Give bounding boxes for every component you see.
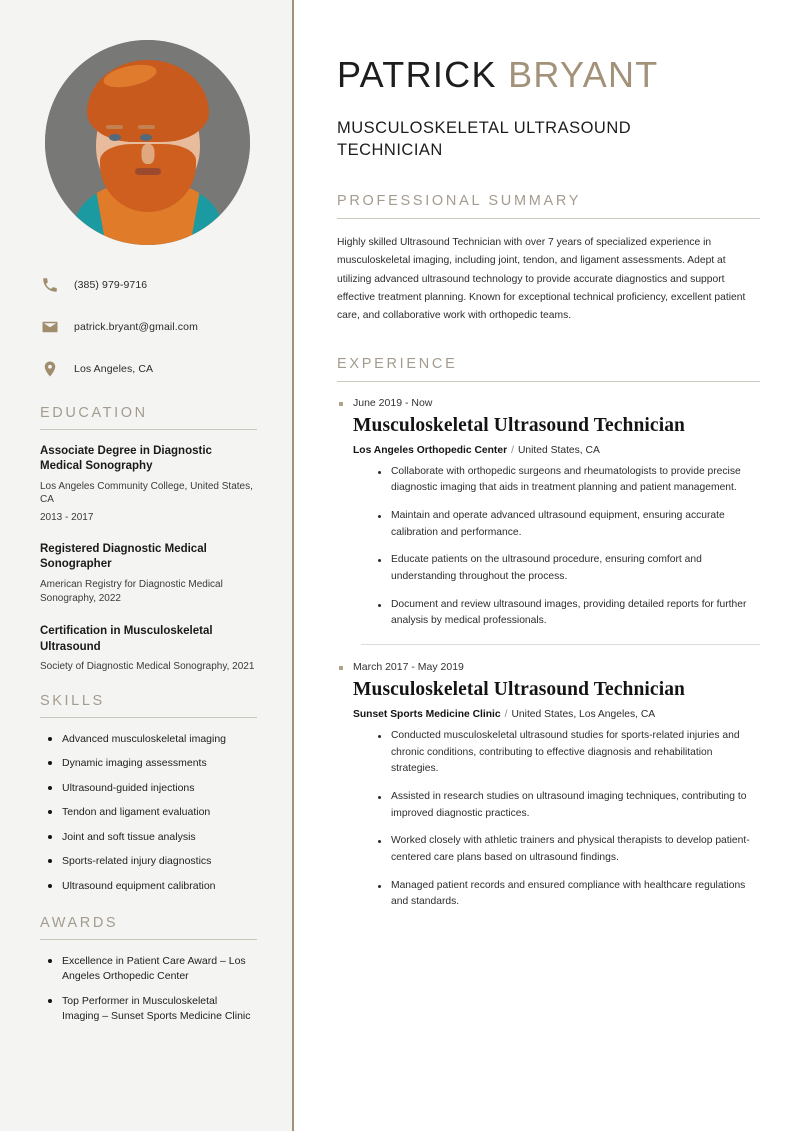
experience-title: Musculoskeletal Ultrasound Technician bbox=[353, 414, 686, 436]
education-item bbox=[40, 542, 257, 605]
list-item: Assisted in research studies on ultrasound imaging techniques, contributing to improved diagnostic practices. bbox=[377, 789, 760, 822]
location-value: Los Angeles, CA bbox=[74, 363, 154, 375]
avatar-eye-right bbox=[140, 134, 152, 141]
list-item: Dynamic imaging assessments bbox=[40, 756, 257, 770]
phone-icon bbox=[40, 275, 60, 295]
education-item bbox=[40, 444, 257, 523]
education-org: American Registry for Diagnostic Medical Sonography, 2022 bbox=[40, 578, 223, 604]
experience-entry bbox=[337, 397, 760, 630]
summary-heading: PROFESSIONAL SUMMARY bbox=[337, 193, 582, 210]
awards-list bbox=[40, 954, 257, 1023]
list-item: Collaborate with orthopedic surgeons and rheumatologists to provide precise diagnostic imaging that aids in treatment planning and patient management. bbox=[377, 464, 760, 497]
avatar-mouth bbox=[135, 168, 161, 175]
list-item: Document and review ultrasound images, providing detailed reports for further analysis by medical professionals. bbox=[377, 597, 760, 630]
column-divider bbox=[292, 0, 294, 1131]
section-awards bbox=[40, 915, 257, 1023]
page-title bbox=[337, 56, 760, 95]
section-education bbox=[40, 405, 257, 674]
first-name: PATRICK bbox=[337, 54, 497, 95]
list-item: Top Performer in Musculoskeletal Imaging – Sunset Sports Medicine Clinic bbox=[40, 994, 257, 1023]
avatar-nose bbox=[141, 144, 154, 164]
skills-list bbox=[40, 732, 257, 893]
list-item: Conducted musculoskeletal ultrasound studies for sports-related injuries and chronic conditions, contributing to effective diagnosis and rehabilitation strategies. bbox=[377, 728, 760, 778]
list-item: Sports-related injury diagnostics bbox=[40, 854, 257, 868]
skills-rule bbox=[40, 717, 257, 718]
section-professional-summary bbox=[337, 193, 760, 326]
summary-rule bbox=[337, 218, 760, 219]
education-title: Certification in Musculoskeletal Ultrasound bbox=[40, 625, 213, 653]
list-item: Maintain and operate advanced ultrasound equipment, ensuring accurate calibration and performance. bbox=[377, 508, 760, 541]
experience-company: Sunset Sports Medicine Clinic bbox=[353, 709, 501, 721]
experience-location: United States, CA bbox=[517, 444, 600, 456]
summary-text: Highly skilled Ultrasound Technician with over 7 years of specialized experience in musculoskeletal imaging, including joint, tendon, and ligament assessments. Adept at utilizing advanced ultrasound technology to provide accurate diagnostics and support effective treatment planning. Known for exceptional technical proficiency, excellent patient care, and collaborative work with orthopedic teams. bbox=[337, 237, 746, 322]
experience-heading: EXPERIENCE bbox=[337, 355, 458, 372]
education-item bbox=[40, 624, 257, 673]
experience-separator: / bbox=[504, 709, 508, 721]
list-item: Joint and soft tissue analysis bbox=[40, 830, 257, 844]
list-item: Advanced musculoskeletal imaging bbox=[40, 732, 257, 746]
list-item: Excellence in Patient Care Award – Los Angeles Orthopedic Center bbox=[40, 954, 257, 983]
phone-value: (385) 979-9716 bbox=[74, 279, 148, 291]
awards-rule bbox=[40, 939, 257, 940]
experience-date: June 2019 - Now bbox=[337, 397, 760, 409]
experience-separator: / bbox=[511, 444, 514, 456]
experience-company-line bbox=[353, 709, 760, 720]
experience-company-line bbox=[353, 445, 760, 456]
contact-location[interactable] bbox=[40, 359, 257, 379]
education-date: 2013 - 2017 bbox=[40, 512, 94, 524]
experience-entry bbox=[337, 661, 760, 911]
avatar-eyebrow-left bbox=[106, 125, 123, 129]
education-title: Registered Diagnostic Medical Sonographer bbox=[40, 543, 207, 571]
list-item: Worked closely with athletic trainers and physical therapists to develop patient-centered care plans based on ultrasound findings. bbox=[377, 833, 760, 866]
list-item: Ultrasound-guided injections bbox=[40, 781, 257, 795]
skills-heading: SKILLS bbox=[40, 692, 105, 709]
job-role-subtitle: MUSCULOSKELETAL ULTRASOUND TECHNICIAN bbox=[337, 118, 632, 159]
avatar-eyebrow-right bbox=[138, 125, 155, 129]
list-item: Managed patient records and ensured compliance with healthcare regulations and standards. bbox=[377, 878, 760, 911]
last-name: BRYANT bbox=[508, 54, 659, 95]
avatar bbox=[45, 40, 250, 245]
location-pin-icon bbox=[40, 359, 60, 379]
education-org: Los Angeles Community College, United States, CA bbox=[40, 480, 253, 506]
education-heading: EDUCATION bbox=[40, 405, 148, 421]
list-item: Tendon and ligament evaluation bbox=[40, 805, 257, 819]
section-experience bbox=[337, 356, 760, 911]
avatar-eye-left bbox=[109, 134, 121, 141]
experience-rule bbox=[337, 381, 760, 382]
awards-heading: AWARDS bbox=[40, 915, 119, 932]
experience-bullets bbox=[377, 728, 760, 911]
contact-phone[interactable] bbox=[40, 275, 257, 295]
section-skills bbox=[40, 693, 257, 893]
experience-divider bbox=[361, 644, 760, 645]
contact-list bbox=[40, 275, 257, 379]
sidebar bbox=[0, 0, 293, 1131]
email-value: patrick.bryant@gmail.com bbox=[74, 321, 198, 333]
experience-bullets bbox=[377, 464, 760, 630]
envelope-icon bbox=[40, 317, 60, 337]
contact-email[interactable] bbox=[40, 317, 257, 337]
experience-company: Los Angeles Orthopedic Center bbox=[353, 444, 508, 456]
list-item: Ultrasound equipment calibration bbox=[40, 879, 257, 893]
education-rule bbox=[40, 429, 257, 430]
education-org: Society of Diagnostic Medical Sonography, 2021 bbox=[40, 660, 255, 672]
experience-title: Musculoskeletal Ultrasound Technician bbox=[353, 679, 686, 701]
education-title: Associate Degree in Diagnostic Medical Sonography bbox=[40, 445, 212, 473]
list-item: Educate patients on the ultrasound procedure, ensuring comfort and understanding throughout the process. bbox=[377, 552, 760, 585]
experience-date: March 2017 - May 2019 bbox=[337, 661, 760, 673]
experience-location: United States, Los Angeles, CA bbox=[511, 709, 656, 721]
main-content bbox=[293, 0, 800, 1131]
